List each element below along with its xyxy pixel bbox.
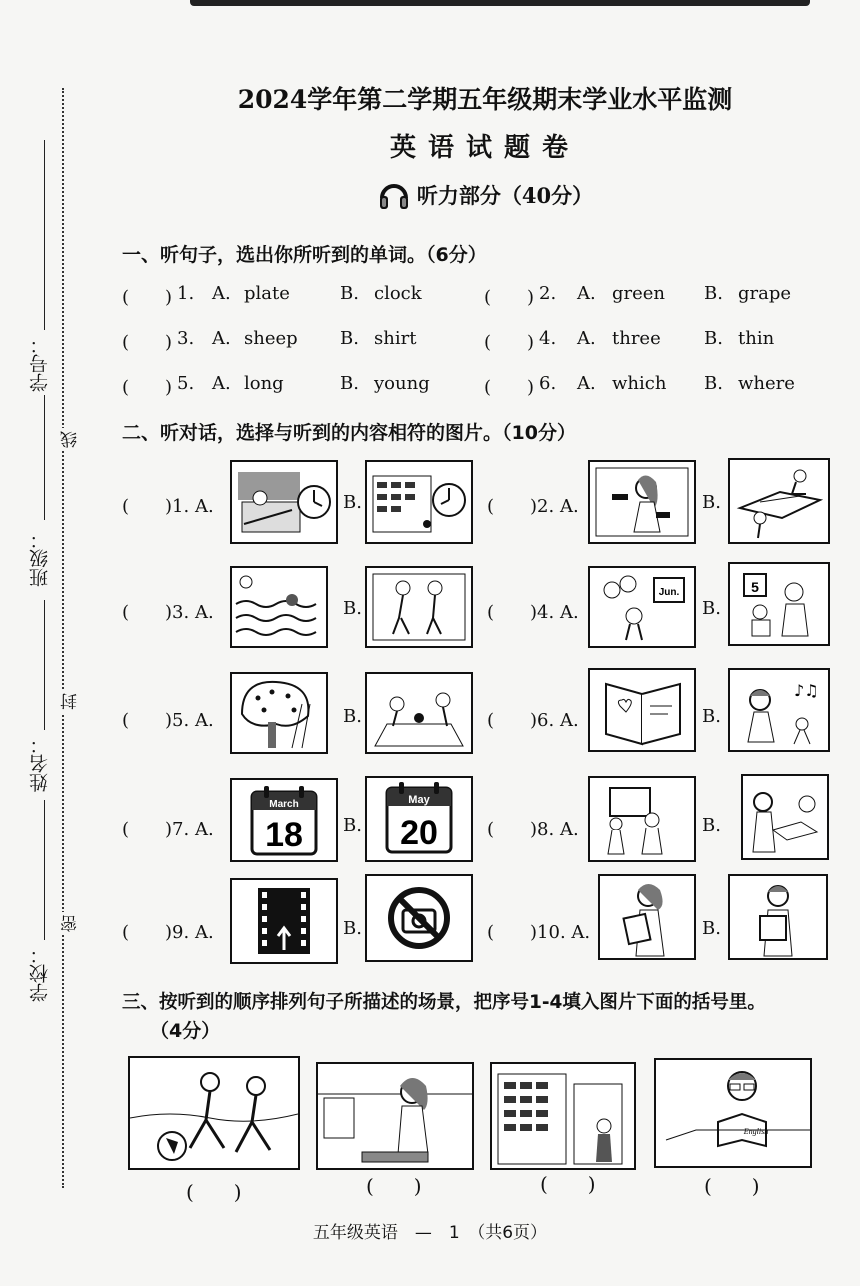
answer-paren[interactable]: ( ) [484,287,535,308]
option-a: sheep [244,328,298,349]
option-label: B. [343,918,362,939]
binding-dotted-line [62,88,64,1188]
option-label: A. [212,328,231,349]
question-number: 5. [172,710,190,731]
answer-paren[interactable]: ( ) [122,819,173,840]
picture-boy-with-book[interactable] [728,874,828,960]
picture-calendar-5-family[interactable] [728,562,830,646]
picture-sleeping-clock[interactable] [230,460,338,544]
question-number: 2. [537,496,555,517]
option-label: A. [194,922,214,943]
option-label: A. [212,373,231,394]
picture-no-photos-sign[interactable] [365,874,473,962]
option-label: A. [194,819,214,840]
answer-paren[interactable]: ( ) [122,377,173,398]
option-label: B. [702,918,721,939]
option-label: B. [340,328,359,349]
picture-picking-apples[interactable] [230,672,328,754]
section-2-heading: 二、听对话，选择与听到的内容相符的图片。（10分） [122,422,576,444]
question-number: 7. [172,819,190,840]
option-label: B. [343,815,362,836]
answer-paren[interactable]: ( ) [487,496,538,517]
option-label: A. [194,710,214,731]
question-number: 6. [537,710,555,731]
top-edge-shadow [190,0,810,6]
answer-paren[interactable]: ( ) [487,922,538,943]
option-label: B. [704,373,723,394]
question-number: 3. [172,602,190,623]
picture-singing-music[interactable] [728,668,830,752]
picture-boy-at-school[interactable] [490,1062,636,1170]
question-number: 1. [177,283,195,304]
order-paren-3[interactable]: ( ) [540,1172,596,1196]
section-1-heading: 一、听句子，选出你所听到的单词。（6分） [122,244,487,266]
headphones-icon [377,178,411,212]
question-number: 4. [537,602,555,623]
picture-calendar-may-20[interactable] [365,776,473,862]
june-calendar-text: Jun. [658,587,680,598]
option-label: B. [343,598,362,619]
picture-swimming[interactable] [230,566,328,648]
answer-paren[interactable]: ( ) [122,602,173,623]
option-label: A. [577,328,596,349]
student-id-label: 学号： [29,335,51,392]
music-note-icon: ♪♫ [794,681,819,700]
picture-greeting-card[interactable] [588,668,696,752]
question-number: 8. [537,819,555,840]
seal-mark-mi: 密 [58,912,83,935]
s1-row-1 [122,283,822,313]
school-line [44,800,45,940]
s2-q10 [487,918,590,944]
calendar-month-may: May [408,794,430,806]
option-label: A. [571,922,591,943]
page-footer: 五年级英语 — 1 （共6页） [312,1223,548,1243]
section-3-heading: 三、按听到的顺序排列句子所描述的场景，把序号1-4填入图片下面的括号里。 [122,992,766,1013]
name-line [44,600,45,730]
answer-paren[interactable]: ( ) [122,332,173,353]
option-label: A. [194,496,214,517]
answer-paren[interactable]: ( ) [122,922,173,943]
student-id-line [44,140,45,330]
s2-q5 [122,706,214,732]
option-label: B. [702,598,721,619]
option-label: B. [340,283,359,304]
calendar-month-march: March [269,799,299,810]
picture-girl-with-book[interactable] [598,874,696,960]
option-b: thin [738,328,775,349]
option-label: B. [340,373,359,394]
exam-title: 2024学年第二学期五年级期末学业水平监测 [237,85,733,114]
option-a: green [612,283,666,304]
question-number: 2. [539,283,557,304]
option-a: plate [244,283,290,304]
s2-q7 [122,815,214,841]
order-paren-1[interactable]: ( ) [186,1180,242,1204]
option-label: B. [702,706,721,727]
picture-june-party[interactable] [588,566,696,648]
option-b: shirt [374,328,417,349]
name-label: 姓名： [29,735,51,792]
picture-picnic[interactable] [365,672,473,754]
answer-paren[interactable]: ( ) [484,332,535,353]
picture-school-clock[interactable] [365,460,473,544]
s2-q2 [487,492,579,518]
option-label: B. [343,492,362,513]
picture-calendar-march-18[interactable] [230,778,338,862]
picture-kids-walking[interactable] [365,566,473,648]
answer-paren[interactable]: ( ) [122,710,173,731]
listening-label: 听力部分（40分） [416,183,594,208]
s2-q6 [487,706,579,732]
picture-playing-football[interactable] [128,1056,300,1170]
answer-paren[interactable]: ( ) [487,819,538,840]
option-b: grape [738,283,792,304]
s2-q9 [122,918,214,944]
option-label: A. [559,496,579,517]
option-a: long [244,373,284,394]
option-label: B. [704,283,723,304]
question-number: 4. [539,328,557,349]
question-number: 3. [177,328,195,349]
order-paren-2[interactable]: ( ) [366,1174,422,1198]
order-paren-4[interactable]: ( ) [704,1174,760,1198]
picture-girl-dumbbells[interactable] [588,460,696,544]
option-label: A. [577,373,596,394]
class-label: 班级： [29,530,51,587]
s1-row-2 [122,328,822,358]
school-label: 学校： [29,945,51,1002]
s2-q3 [122,598,214,624]
question-number: 1. [172,496,190,517]
calendar-day-18: 18 [265,816,303,854]
picture-reading-desk[interactable] [741,774,829,860]
option-label: A. [212,283,231,304]
exam-subtitle: 英语试题卷 [389,133,580,163]
picture-girl-cooking[interactable] [316,1062,474,1170]
class-line [44,395,45,520]
s1-row-3 [122,373,822,403]
answer-paren[interactable]: ( ) [122,496,173,517]
answer-paren[interactable]: ( ) [122,287,173,308]
picture-one-way-road-sign[interactable] [230,878,338,964]
option-label: A. [559,602,579,623]
option-label: A. [559,710,579,731]
answer-paren[interactable]: ( ) [487,710,538,731]
option-b: where [738,373,795,394]
s2-q1 [122,492,214,518]
option-label: A. [577,283,596,304]
option-b: young [374,373,430,394]
picture-ping-pong[interactable] [728,458,830,544]
question-number: 9. [172,922,190,943]
answer-paren[interactable]: ( ) [487,602,538,623]
book-english-label: English [743,1127,769,1136]
option-a: which [612,373,667,394]
calendar-five-text: 5 [751,579,759,595]
calendar-day-20: 20 [400,814,438,852]
question-number: 5. [177,373,195,394]
s2-q8 [487,815,579,841]
seal-mark-xian: 线 [58,428,83,451]
question-number: 6. [539,373,557,394]
option-label: B. [343,706,362,727]
listening-header [120,178,850,212]
answer-paren[interactable]: ( ) [484,377,535,398]
seal-mark-feng: 封 [58,690,83,713]
option-label: A. [559,819,579,840]
option-label: A. [194,602,214,623]
s2-q4 [487,598,579,624]
picture-classroom-board[interactable] [588,776,696,862]
section-3-score: （4分） [150,1020,221,1042]
option-a: three [612,328,661,349]
option-b: clock [374,283,422,304]
option-label: B. [702,492,721,513]
option-label: B. [702,815,721,836]
picture-boy-reading-english[interactable] [654,1058,812,1168]
question-number: 10. [537,922,566,943]
option-label: B. [704,328,723,349]
